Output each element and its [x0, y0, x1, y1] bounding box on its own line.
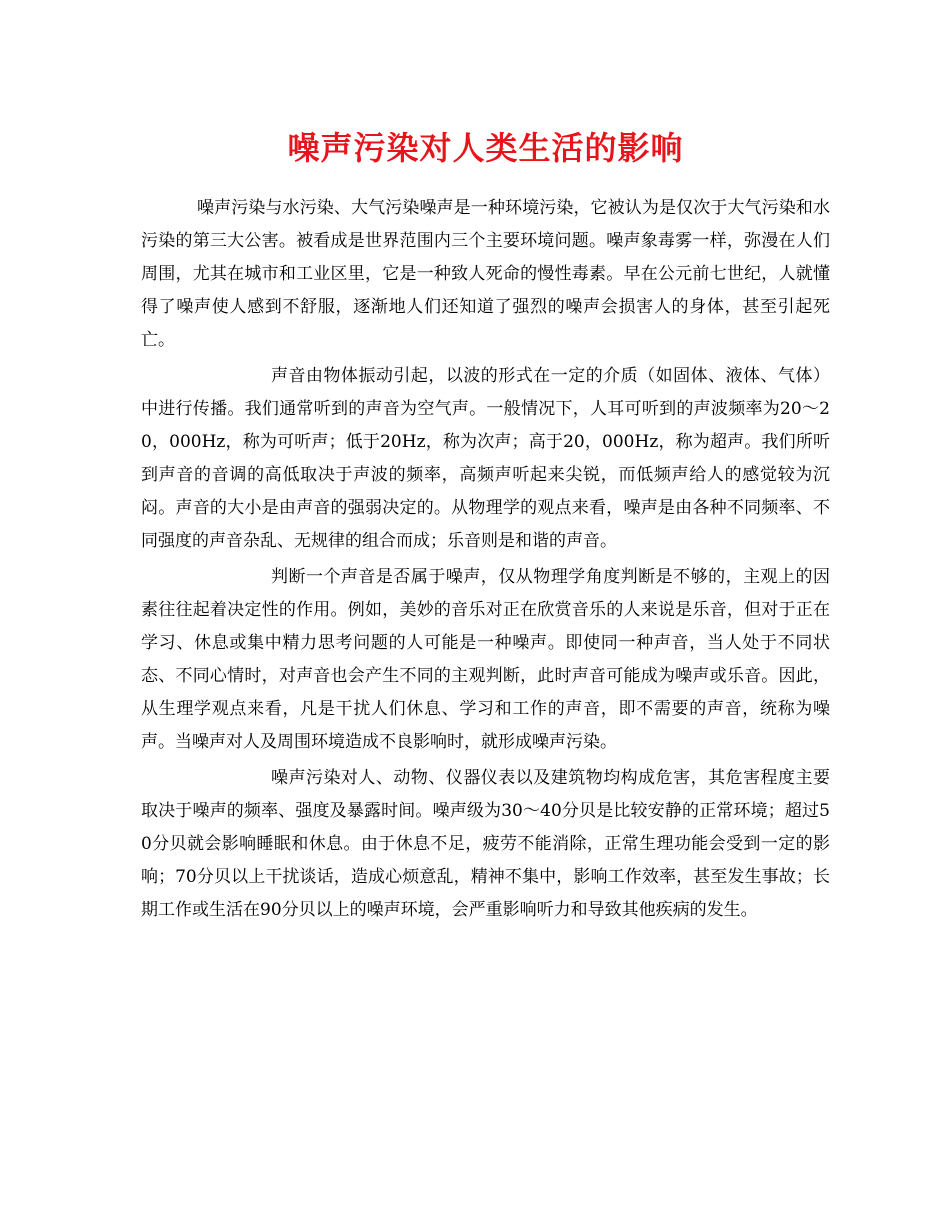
page-title: 噪声污染对人类生活的影响: [287, 129, 684, 167]
paragraph-noise-harm: 噪声污染对人、动物、仪器仪表以及建筑物均构成危害，其危害程度主要取决于噪声的频率、强度及暴露时间。噪声级为30～40分贝是比较安静的正常环境；超过50分贝就会影响睡眠和休息。由于休息不足，疲劳不能消除，正常生理功能会受到一定的影响；70分贝以上干扰谈话，造成心烦意乱，精神不集中，影响工作效率，甚至发生事故；长期工作或生活在90分贝以上的噪声环境，会严重影响听力和导致其他疾病的发生。: [141, 768, 830, 920]
paragraph-sound-physics: 声音由物体振动引起，以波的形式在一定的介质（如固体、液体、气体）中进行传播。我们通常听到的声音为空气声。一般情况下，人耳可听到的声波频率为20～20，000Hz，称为可听声；低于20Hz，称为次声；高于20，000Hz，称为超声。我们所听到声音的音调的高低取决于声波的频率，高频声听起来尖锐，而低频声给人的感觉较为沉闷。声音的大小是由声音的强弱决定的。从物理学的观点来看，噪声是由各种不同频率、不同强度的声音杂乱、无规律的组合而成；乐音则是和谐的声音。: [141, 366, 830, 551]
paragraph-noise-judgment: 判断一个声音是否属于噪声，仅从物理学角度判断是不够的，主观上的因素往往起着决定性的作用。例如，美妙的音乐对正在欣赏音乐的人来说是乐音，但对于正在学习、休息或集中精力思考问题的人可能是一种噪声。即使同一种声音，当人处于不同状态、不同心情时，对声音也会产生不同的主观判断，此时声音可能成为噪声或乐音。因此，从生理学观点来看，凡是干扰人们休息、学习和工作的声音，即不需要的声音，统称为噪声。当噪声对人及周围环境造成不良影响时，就形成噪声污染。: [141, 567, 830, 752]
paragraph-noise-pollution-intro: 噪声污染与水污染、大气污染噪声是一种环境污染，它被认为是仅次于大气污染和水污染的第三大公害。被看成是世界范围内三个主要环境问题。噪声象毒雾一样，弥漫在人们周围，尤其在城市和工业区里，它是一种致人死命的慢性毒素。早在公元前七世纪，人就懂得了噪声使人感到不舒服，逐渐地人们还知道了强烈的噪声会损害人的身体，甚至引起死亡。: [141, 198, 830, 350]
